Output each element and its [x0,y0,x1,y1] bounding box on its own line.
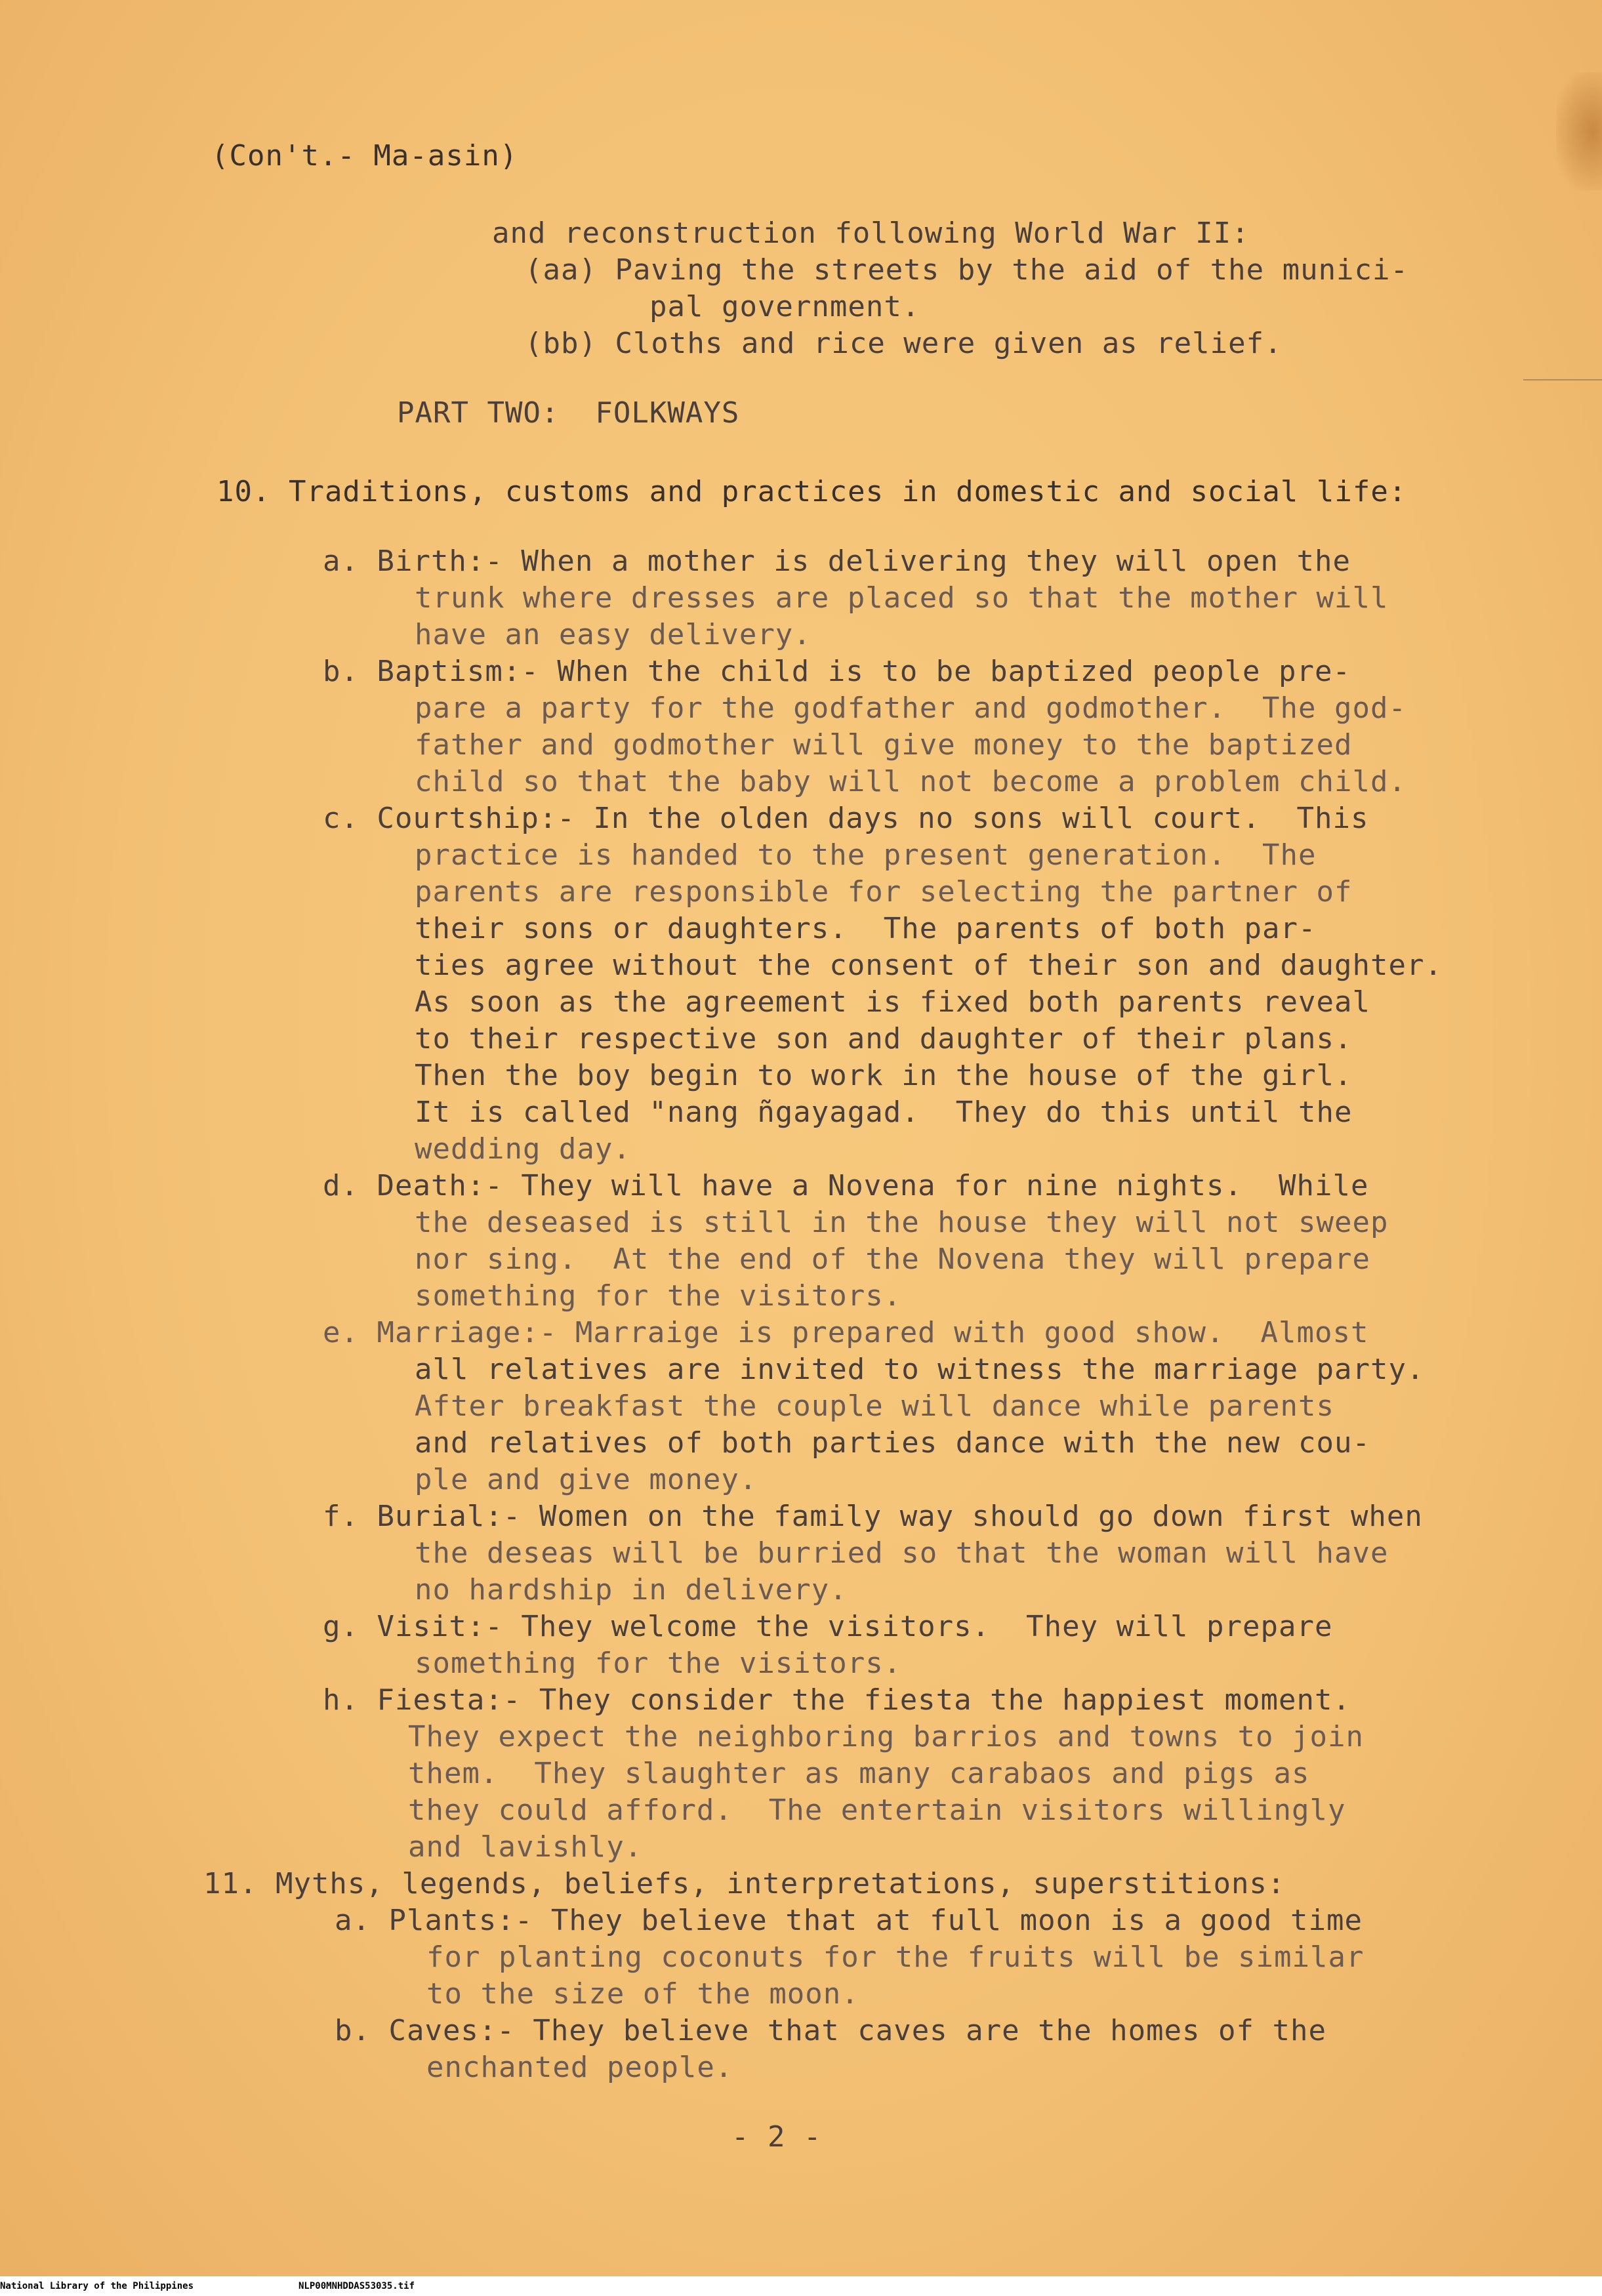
section-10-line: h. Fiesta:- They consider the fiesta the happiest moment. [323,1683,1351,1717]
section-10-line: they could afford. The entertain visitors willingly [408,1794,1346,1827]
section-10-line: have an easy delivery. [415,618,811,651]
section-10-line: nor sing. At the end of the Novena they will prepare [415,1242,1370,1276]
section-10-line: e. Marriage:- Marraige is prepared with good show. Almost [323,1316,1369,1349]
footer-file: NLP00MNHDDAS53035.tif [298,2281,415,2291]
section-11-line: to the size of the moon. [426,1977,859,2011]
intro-line: (bb) Cloths and rice were given as relief. [525,327,1283,360]
section-10-line: child so that the baby will not become a problem child. [415,765,1407,798]
paper-stain [1556,72,1602,190]
section-11-heading: 11. Myths, legends, beliefs, interpretations, superstitions: [203,1867,1286,1900]
section-10-line: pare a party for the godfather and godmother. The god- [415,691,1407,725]
section-11-line: a. Plants:- They believe that at full moon is a good time [335,1904,1363,1937]
section-10-line: As soon as the agreement is fixed both parents reveal [415,985,1370,1019]
section-10-line: all relatives are invited to witness the marriage party. [415,1353,1425,1386]
section-10-line: ties agree without the consent of their son and daughter. [415,949,1443,982]
section-11-line: enchanted people. [426,2051,733,2084]
section-10-line: c. Courtship:- In the olden days no sons will court. This [323,802,1369,835]
section-10-line: a. Birth:- When a mother is delivering they will open the [323,544,1351,578]
section-10-line: them. They slaughter as many carabaos and pigs as [408,1757,1310,1790]
section-10-line: and lavishly. [408,1830,643,1864]
section-10-line: to their respective son and daughter of their plans. [415,1022,1353,1056]
section-11-line: b. Caves:- They believe that caves are the homes of the [335,2014,1326,2047]
part-title: PART TWO: FOLKWAYS [397,396,740,430]
section-10-line: Then the boy begin to work in the house of the girl. [415,1059,1353,1092]
section-10-line: f. Burial:- Women on the family way should go down first when [323,1500,1423,1533]
section-10-line: father and godmother will give money to the baptized [415,728,1353,762]
section-10-line: b. Baptism:- When the child is to be baptized people pre- [323,655,1351,688]
scan-footer [0,2276,1602,2296]
intro-line: (aa) Paving the streets by the aid of the munici- [525,253,1409,287]
section-11-line: for planting coconuts for the fruits will be similar [426,1940,1365,1974]
section-10-line: and relatives of both parties dance with the new cou- [415,1426,1370,1460]
section-10-line: After breakfast the couple will dance while parents [415,1389,1335,1423]
header-continuation: (Con't.- Ma-asin) [211,139,518,173]
section-10-line: something for the visitors. [415,1279,902,1313]
section-10-heading: 10. Traditions, customs and practices in domestic and social life: [216,475,1407,508]
section-10-line: It is called "nang ñgayagad. They do this until the [415,1096,1353,1129]
intro-line: and reconstruction following World War II: [492,216,1250,250]
section-10-line: something for the visitors. [415,1647,902,1680]
section-10-line: the deseased is still in the house they will not sweep [415,1206,1389,1239]
section-10-line: ple and give money. [415,1463,758,1496]
section-10-line: trunk where dresses are placed so that the mother will [415,581,1389,615]
section-10-line: d. Death:- They will have a Novena for nine nights. While [323,1169,1369,1202]
intro-line: pal government. [649,290,920,323]
section-10-line: They expect the neighboring barrios and towns to join [408,1720,1364,1753]
section-10-line: g. Visit:- They welcome the visitors. They will prepare [323,1610,1333,1643]
section-10-line: parents are responsible for selecting the partner of [415,875,1353,909]
margin-mark [1523,379,1602,380]
section-10-line: practice is handed to the present generation. The [415,838,1317,872]
footer-library: National Library of the Philippines [0,2281,194,2291]
section-10-line: their sons or daughters. The parents of both par- [415,912,1317,945]
section-10-line: wedding day. [415,1132,631,1166]
section-10-line: no hardship in delivery. [415,1573,848,1607]
section-10-line: the deseas will be burried so that the woman will have [415,1536,1389,1570]
page-number: - 2 - [731,2120,822,2154]
